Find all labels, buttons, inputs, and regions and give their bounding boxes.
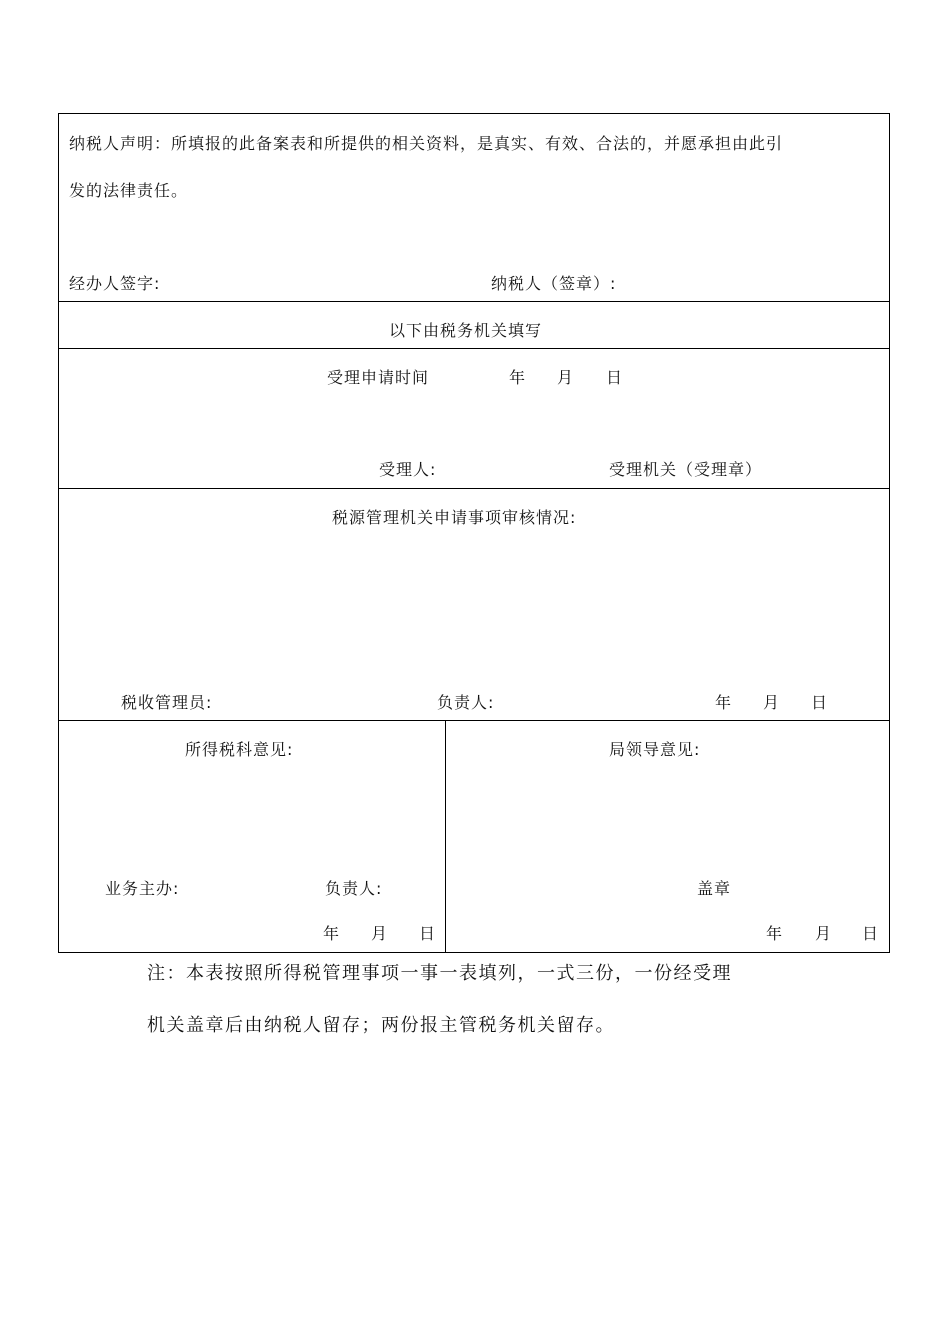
divider (59, 348, 889, 349)
divider (59, 720, 889, 721)
review-person-in-charge-label: 负责人: (437, 693, 495, 712)
acceptance-month: 月 (557, 368, 575, 387)
seal-label: 盖章 (697, 879, 732, 898)
bureau-month: 月 (815, 924, 833, 943)
filing-form-table (58, 113, 890, 953)
review-month: 月 (763, 693, 781, 712)
acceptor-label: 受理人: (379, 460, 437, 479)
authority-header: 以下由税务机关填写 (389, 321, 543, 340)
bureau-year: 年 (766, 924, 784, 943)
bureau-day: 日 (862, 924, 880, 943)
income-tax-year: 年 (323, 924, 341, 943)
acceptance-time-label: 受理申请时间 (327, 368, 430, 387)
handler-label: 业务主办: (105, 879, 180, 898)
income-tax-section-title: 所得税科意见: (185, 740, 294, 759)
income-tax-month: 月 (371, 924, 389, 943)
taxpayer-seal-label: 纳税人（签章）: (491, 274, 617, 293)
income-tax-day: 日 (419, 924, 437, 943)
divider (59, 488, 889, 489)
review-year: 年 (715, 693, 733, 712)
declaration-line-1: 纳税人声明：所填报的此备案表和所提供的相关资料，是真实、有效、合法的，并愿承担由此引 (69, 134, 784, 153)
review-day: 日 (811, 693, 829, 712)
agent-signature-label: 经办人签字: (69, 274, 161, 293)
divider (59, 301, 889, 302)
income-tax-person-in-charge-label: 负责人: (325, 879, 383, 898)
note-line-1: 注：本表按照所得税管理事项一事一表填列，一式三份，一份经受理 (147, 963, 732, 984)
review-title: 税源管理机关申请事项审核情况: (332, 508, 577, 527)
column-divider (445, 720, 446, 952)
declaration-line-2: 发的法律责任。 (69, 181, 189, 200)
acceptance-year: 年 (509, 368, 527, 387)
note-line-2: 机关盖章后由纳税人留存；两份报主管税务机关留存。 (147, 1015, 615, 1036)
acceptance-office-seal-label: 受理机关（受理章） (609, 460, 763, 479)
bureau-leader-title: 局领导意见: (609, 740, 701, 759)
tax-clerk-label: 税收管理员: (121, 693, 213, 712)
acceptance-day: 日 (606, 368, 624, 387)
